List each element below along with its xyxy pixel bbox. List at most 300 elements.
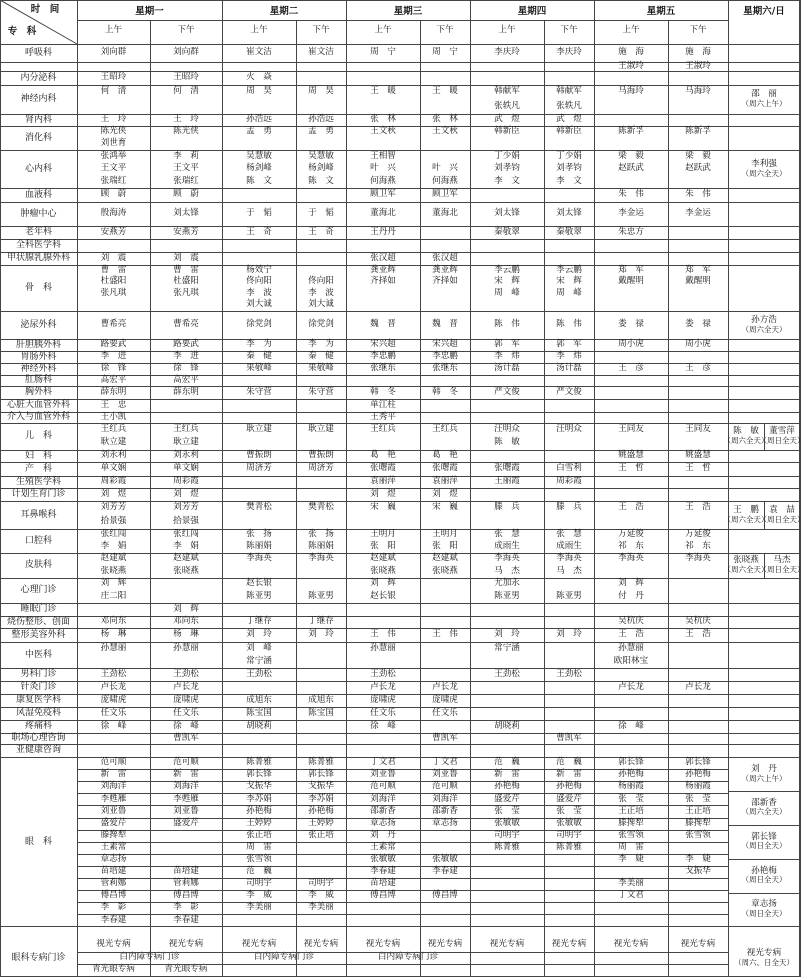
doctor-name: 李 炜	[556, 351, 582, 362]
doctor-name: 苗培建	[173, 866, 199, 877]
doctor-name: 王 彦	[685, 363, 711, 374]
weekend-doctor: 马杰 （周日全天）	[759, 555, 805, 575]
doctor-name: 邓向东	[173, 616, 199, 627]
grid-vline	[764, 501, 765, 529]
doctor-name: 王文秋	[432, 126, 458, 137]
dept-name: 妇 科	[24, 450, 52, 461]
doctor-name: 李美丽	[618, 878, 644, 889]
dept-name: 介入与血管外科	[6, 412, 70, 423]
doctor-name: 葛 艳	[370, 450, 396, 461]
special-clinic: 青光眼专病	[164, 964, 208, 975]
doctor-name: 孙慧丽	[370, 642, 396, 653]
doctor-name: 孙浩远	[308, 114, 334, 125]
doctor-name: 曹振朗	[246, 450, 272, 461]
doctor-name: 王丹丹	[370, 226, 396, 237]
doctor-name: 刘芳芳	[100, 502, 127, 513]
day-header-5: 星期六/日	[743, 5, 785, 17]
dept-name: 肛肠科	[24, 375, 52, 386]
doctor-name: 杨 琳	[173, 629, 199, 640]
doctor-name: 周彩霞	[100, 476, 127, 487]
doctor-name: 刘永利	[173, 450, 199, 461]
doctor-name: 秦敬翠	[556, 226, 582, 237]
doctor-name: 滕搀犁	[100, 829, 127, 840]
doctor-name: 薛东明	[100, 386, 127, 397]
doctor-name: 张 阳	[432, 541, 458, 552]
doctor-name: 刘 丹	[370, 829, 396, 840]
doctor-name: 张 莹	[618, 793, 644, 804]
grid-hline	[0, 744, 800, 745]
doctor-name: 曹振朗	[308, 450, 334, 461]
doctor-name: 王 暖	[432, 86, 458, 97]
doctor-name: 吴杭庆	[685, 616, 711, 627]
doctor-name: 耿立建	[246, 423, 272, 434]
doctor-name: 刘 玲	[494, 629, 520, 640]
doctor-name: 陈菁雅	[494, 841, 520, 852]
doctor-name: 徐党剑	[308, 319, 334, 330]
special-clinic: 视光专病	[96, 939, 131, 950]
doctor-name: 徐 锋	[173, 363, 199, 374]
weekend-doctor: 孙艳梅 （周日全天）	[741, 865, 787, 885]
doctor-name: 齐择如	[370, 276, 396, 287]
doctor-name: 顾卫军	[432, 189, 458, 200]
doctor-name: 孙浩远	[246, 114, 272, 125]
doctor-name: 卢长龙	[173, 681, 199, 692]
doctor-name: 拾景强	[173, 516, 199, 527]
am-header: 上午	[498, 25, 516, 36]
doctor-name: 王劲松	[370, 668, 396, 679]
doctor-name: 王昭玲	[100, 72, 127, 83]
doctor-name: 范 巍	[556, 757, 582, 768]
doctor-name: 秦 健	[308, 351, 334, 362]
doctor-name: 魏 晋	[432, 319, 458, 330]
doctor-name: 曹 雷	[173, 264, 199, 275]
doctor-name: 张正培	[246, 829, 272, 840]
weekend-doctor: 视光专病 （周六、日全天）	[734, 947, 794, 967]
doctor-name: 邵新香	[370, 805, 396, 816]
doctor-name: 刘太锋	[556, 208, 582, 219]
weekend-doctor: 董雪萍 （周日全天）	[759, 426, 805, 446]
doctor-name: 曹凯军	[432, 732, 458, 743]
doctor-name: 李 娟	[173, 541, 199, 552]
doctor-name: 孙艳梅	[618, 769, 644, 780]
doctor-name: 张晓燕	[173, 565, 199, 576]
doctor-name: 刘 玲	[308, 629, 334, 640]
doctor-name: 任文乐	[100, 707, 127, 718]
doctor-name: 丁文君	[370, 757, 396, 768]
doctor-name: 秦敬翠	[494, 226, 520, 237]
special-clinic: 视光专病	[427, 939, 463, 950]
doctor-name: 韩新臣	[494, 126, 520, 137]
dept-name: 老年科	[24, 227, 52, 238]
pm-header: 下午	[312, 25, 330, 36]
doctor-name: 傅昌博	[173, 890, 199, 901]
doctor-name: 马 杰	[494, 565, 520, 576]
dept-name: 烧伤整形、创面	[6, 616, 70, 627]
doctor-name: 王正培	[618, 805, 644, 816]
grid-hline	[77, 20, 728, 21]
doctor-name: 常宁涵	[494, 642, 520, 653]
doctor-name: 刘大诚	[308, 299, 334, 310]
doctor-name: 李春建	[432, 866, 458, 877]
doctor-name: 张瑞红	[100, 175, 127, 186]
doctor-name: 王素常	[100, 841, 127, 852]
doctor-name: 张红闯	[100, 529, 127, 540]
doctor-name: 王淑玲	[618, 60, 644, 71]
doctor-name: 张敏敏	[370, 854, 396, 865]
doctor-name: 李美丽	[308, 902, 334, 913]
doctor-name: 朱守营	[308, 386, 334, 397]
dept-name: 睡眠门诊	[20, 604, 57, 615]
doctor-name: 周彩霞	[173, 476, 199, 487]
doctor-name: 胡晓莉	[246, 720, 272, 731]
doctor-name: 戴醒明	[618, 276, 644, 287]
doctor-name: 葛 艳	[432, 450, 458, 461]
doctor-name: 于 韬	[308, 208, 334, 219]
doctor-name: 任文乐	[173, 707, 199, 718]
doctor-name: 张 莹	[685, 793, 711, 804]
grid-hline	[728, 893, 800, 894]
doctor-name: 宋 巍	[432, 502, 458, 513]
doctor-name: 李忠鹏	[432, 351, 458, 362]
dept-name: 整形美容外科	[11, 629, 66, 640]
doctor-name: 丁继存	[308, 616, 334, 627]
doctor-name: 李海英	[685, 553, 711, 564]
dept-name: 肝胆胰外科	[15, 339, 61, 350]
doctor-name: 秦 健	[246, 351, 272, 362]
doctor-name: 王 暖	[370, 86, 396, 97]
grid-hline	[0, 603, 800, 604]
doctor-name: 李云鹏	[556, 264, 582, 275]
doctor-name: 郑 军	[685, 264, 711, 275]
dept-name: 甲状腺乳腺外科	[6, 253, 70, 264]
doctor-name: 张 慧	[556, 529, 582, 540]
doctor-name: 管莉娜	[173, 878, 199, 889]
doctor-name: 陈丽娟	[308, 541, 334, 552]
doctor-name: 祁 东	[618, 541, 644, 552]
doctor-name: 傅昌博	[432, 890, 458, 901]
doctor-name: 刘亚鲁	[370, 769, 396, 780]
doctor-name: 杨 琳	[100, 629, 127, 640]
doctor-name: 张 慧	[494, 529, 520, 540]
doctor-name: 周彩霞	[556, 476, 582, 487]
doctor-name: 陈亚男	[494, 590, 520, 601]
day-header-3: 星期四	[517, 5, 547, 17]
pm-header: 下午	[560, 25, 578, 36]
doctor-name: 张轶凡	[494, 100, 520, 111]
doctor-name: 李 威	[308, 890, 334, 901]
doctor-name: 李金运	[618, 208, 644, 219]
doctor-name: 戈振华	[246, 781, 272, 792]
doctor-name: 司明宇	[494, 829, 520, 840]
doctor-name: 李 为	[246, 339, 272, 350]
doctor-name: 朱 伟	[618, 189, 644, 200]
doctor-name: 李 影	[100, 902, 127, 913]
doctor-name: 杨剑峰	[246, 163, 272, 174]
doctor-name: 张晓燕	[432, 565, 458, 576]
am-header: 上午	[374, 25, 392, 36]
doctor-name: 郭长锋	[308, 769, 334, 780]
doctor-name: 孙艳梅	[246, 805, 272, 816]
doctor-name: 刘海洋	[173, 781, 199, 792]
dept-name: 神经内科	[20, 94, 57, 105]
dept-name: 针灸门诊	[20, 682, 57, 693]
doctor-name: 何 清	[173, 86, 199, 97]
dept-name: 内分泌科	[20, 72, 57, 83]
dept-name: 计划生育门诊	[11, 489, 66, 500]
weekend-doctor: 张晓燕 （周六全天）	[723, 555, 769, 575]
doctor-name: 张凡琪	[100, 287, 127, 298]
doctor-name: 董海北	[432, 208, 458, 219]
doctor-name: 李 娟	[100, 541, 127, 552]
doctor-name: 杨丽霞	[685, 781, 711, 792]
doctor-name: 周济芳	[246, 463, 272, 474]
doctor-name: 张曙霞	[494, 463, 520, 474]
doctor-name: 周 雷	[246, 841, 272, 852]
doctor-name: 王劲松	[100, 668, 127, 679]
doctor-name: 白雪利	[556, 463, 582, 474]
doctor-name: 袁丽萍	[370, 476, 396, 487]
doctor-name: 吴杭庆	[618, 616, 644, 627]
doctor-name: 庞啸虎	[100, 694, 127, 705]
dept-name: 耳鼻喉科	[20, 509, 57, 520]
doctor-name: 胡晓莉	[494, 720, 520, 731]
grid-hline	[77, 952, 728, 953]
doctor-name: 路要武	[173, 339, 199, 350]
doctor-name: 丁文君	[618, 890, 644, 901]
doctor-name: 严文俊	[556, 386, 582, 397]
doctor-name: 吴慧敏	[246, 150, 272, 161]
doctor-name: 卢长龙	[618, 681, 644, 692]
doctor-name: 赵建斌	[100, 553, 127, 564]
doctor-name: 张继东	[370, 363, 396, 374]
doctor-name: 刘 峰	[246, 642, 272, 653]
doctor-name: 陈菁雅	[556, 841, 582, 852]
doctor-name: 刘 玲	[246, 629, 272, 640]
doctor-name: 张雪领	[246, 854, 272, 865]
doctor-name: 陈亚男	[308, 590, 334, 601]
doctor-name: 韩献军	[494, 86, 520, 97]
doctor-name: 刘太锋	[494, 208, 520, 219]
dept-name: 胃肠外科	[20, 351, 57, 362]
doctor-name: 赵长银	[246, 578, 272, 589]
doctor-name: 杜盛阳	[173, 276, 199, 287]
doctor-name: 李 文	[494, 175, 520, 186]
doctor-name: 李春建	[370, 866, 396, 877]
doctor-name: 高宏平	[100, 374, 127, 385]
grid-vline	[800, 0, 801, 977]
doctor-name: 李 波	[246, 287, 272, 298]
doctor-name: 李 影	[173, 902, 199, 913]
doctor-name: 郭长锋	[685, 757, 711, 768]
weekend-doctor: 袁 喆 （周日全天）	[759, 504, 805, 524]
doctor-name: 卢长龙	[370, 681, 396, 692]
special-clinic: 白内障专病门诊	[119, 951, 180, 962]
doctor-name: 陈新孚	[685, 126, 711, 137]
doctor-name: 郭长锋	[618, 757, 644, 768]
doctor-name: 徐 峰	[618, 720, 644, 731]
doctor-name: 周 昊	[246, 86, 272, 97]
day-header-2: 星期三	[393, 5, 423, 17]
doctor-name: 王明月	[432, 529, 458, 540]
doctor-name: 耿立建	[308, 423, 334, 434]
doctor-name: 李苏娟	[246, 793, 272, 804]
doctor-name: 郭 军	[556, 339, 582, 350]
doctor-name: 陈 伟	[556, 319, 582, 330]
doctor-name: 刘世育	[100, 138, 127, 149]
doctor-name: 王正培	[685, 805, 711, 816]
day-header-4: 星期五	[646, 5, 676, 17]
weekend-doctor: 邵 丽 （周六上午）	[741, 89, 787, 109]
doctor-name: 郭长锋	[246, 769, 272, 780]
doctor-name: 汤计磊	[494, 363, 520, 374]
doctor-name: 王 哲	[685, 463, 711, 474]
doctor-name: 傅昌博	[370, 890, 396, 901]
doctor-name: 张轶凡	[556, 100, 582, 111]
grid-hline	[0, 926, 800, 927]
doctor-name: 单文娴	[100, 463, 127, 474]
grid-hline	[728, 825, 800, 826]
doctor-name: 朱忠方	[618, 226, 644, 237]
weekend-doctor: 陈 敏 （周六全天）	[723, 426, 769, 446]
doctor-name: 刘太锋	[173, 208, 199, 219]
dept-name: 胸外科	[24, 387, 52, 398]
doctor-name: 王 玲	[100, 114, 127, 125]
doctor-name: 孙艳梅	[308, 805, 334, 816]
doctor-name: 卢长龙	[100, 681, 127, 692]
doctor-name: 范 巍	[494, 757, 520, 768]
doctor-name: 王劲松	[556, 668, 582, 679]
dept-name: 心理门诊	[20, 585, 57, 596]
doctor-name: 王婷婷	[246, 817, 272, 828]
doctor-name: 万延俊	[618, 529, 644, 540]
doctor-name: 周 峰	[556, 287, 582, 298]
doctor-name: 周 昊	[308, 86, 334, 97]
doctor-name: 张 扬	[308, 529, 334, 540]
grid-hline	[0, 239, 800, 240]
grid-hline	[728, 791, 800, 792]
doctor-name: 赵长银	[370, 590, 396, 601]
doctor-name: 张曙霞	[432, 463, 458, 474]
doctor-name: 刘大诚	[246, 299, 272, 310]
doctor-name: 陈亚男	[246, 590, 272, 601]
grid-hline	[0, 0, 800, 1]
doctor-name: 章志扬	[100, 854, 127, 865]
doctor-name: 杨剑峰	[308, 163, 334, 174]
doctor-name: 王 伟	[432, 629, 458, 640]
special-clinic: 白内障专病门诊	[253, 951, 315, 962]
doctor-name: 孙艳梅	[494, 781, 520, 792]
doctor-name: 陈 敏	[494, 437, 520, 448]
doctor-name: 王小凯	[100, 411, 127, 422]
doctor-name: 龚亚辉	[370, 264, 396, 275]
doctor-name: 宋 巍	[370, 502, 396, 513]
doctor-name: 张继东	[432, 363, 458, 374]
doctor-name: 丁少娟	[494, 150, 520, 161]
dept-name: 中医科	[24, 649, 52, 660]
doctor-name: 李 炜	[494, 351, 520, 362]
special-clinic: 视光专病	[168, 939, 204, 950]
doctor-name: 龚亚辉	[432, 264, 458, 275]
dept-name: 肿瘤中心	[20, 208, 57, 219]
pm-header: 下午	[436, 25, 454, 36]
doctor-name: 徐 锋	[100, 363, 127, 374]
doctor-name: 安燕芳	[173, 226, 199, 237]
doctor-name: 汪明众	[556, 423, 582, 434]
day-header-0: 星期一	[135, 5, 164, 17]
dept-name: 男科门诊	[20, 669, 57, 680]
doctor-name: 张红闯	[173, 529, 199, 540]
doctor-name: 姚盛慧	[685, 450, 711, 461]
doctor-name: 韩 冬	[370, 386, 396, 397]
doctor-name: 滕 兵	[494, 502, 520, 513]
doctor-name: 任文乐	[432, 707, 458, 718]
doctor-name: 王 彦	[618, 363, 644, 374]
doctor-name: 张 林	[432, 114, 458, 125]
doctor-name: 管莉娜	[100, 878, 127, 889]
doctor-name: 刘亚鲁	[432, 769, 458, 780]
doctor-name: 曹希亮	[173, 319, 199, 330]
doctor-name: 陈光侠	[100, 126, 127, 137]
doctor-name: 拾景强	[100, 516, 127, 527]
doctor-name: 刘 辉	[100, 578, 127, 589]
doctor-name: 滕搀犁	[618, 817, 644, 828]
doctor-name: 曹凯军	[173, 732, 199, 743]
doctor-name: 陈丽娟	[246, 541, 272, 552]
doctor-name: 安燕芳	[100, 226, 127, 237]
doctor-name: 单文娴	[173, 463, 199, 474]
doctor-name: 王 伟	[370, 629, 396, 640]
doctor-name: 陈 伟	[494, 319, 520, 330]
doctor-name: 司明宇	[308, 878, 334, 889]
doctor-name: 樊青松	[308, 502, 334, 513]
doctor-name: 宋 辉	[494, 276, 520, 287]
doctor-name: 何海燕	[370, 175, 396, 186]
doctor-name: 盛爱芹	[556, 793, 582, 804]
doctor-name: 赵跃武	[685, 163, 711, 174]
dept-name: 肾内科	[24, 114, 52, 125]
special-clinic: 视光专病	[680, 939, 716, 950]
doctor-name: 滕 兵	[556, 502, 582, 513]
doctor-name: 范 巍	[246, 866, 272, 877]
doctor-name: 章志扬	[432, 817, 458, 828]
doctor-name: 李 文	[556, 175, 582, 186]
am-header: 上午	[104, 25, 123, 36]
doctor-name: 李海英	[618, 553, 644, 564]
doctor-name: 武 煜	[556, 114, 582, 125]
doctor-name: 武 煜	[494, 114, 520, 125]
doctor-name: 庞啸虎	[173, 694, 199, 705]
doctor-name: 王 哲	[618, 463, 644, 474]
doctor-name: 陈宝国	[246, 707, 272, 718]
doctor-name: 王明月	[370, 529, 396, 540]
doctor-name: 王 浩	[685, 502, 711, 513]
doctor-name: 袁丽萍	[432, 476, 458, 487]
doctor-name: 赵跃武	[618, 163, 644, 174]
doctor-name: 李苏娟	[308, 793, 334, 804]
doctor-name: 耿立建	[100, 437, 127, 448]
doctor-name: 丁继存	[246, 616, 272, 627]
doctor-name: 樊青松	[246, 502, 272, 513]
special-clinic: 视光专病	[613, 939, 649, 950]
doctor-name: 刘亚鲁	[173, 805, 199, 816]
doctor-name: 刘向群	[173, 47, 199, 58]
doctor-name: 高宏平	[173, 374, 199, 385]
doctor-name: 章志扬	[370, 817, 396, 828]
doctor-name: 张 莹	[494, 805, 520, 816]
doctor-name: 魏 晋	[370, 319, 396, 330]
doctor-name: 张雪领	[618, 829, 644, 840]
doctor-name: 祁 东	[685, 541, 711, 552]
